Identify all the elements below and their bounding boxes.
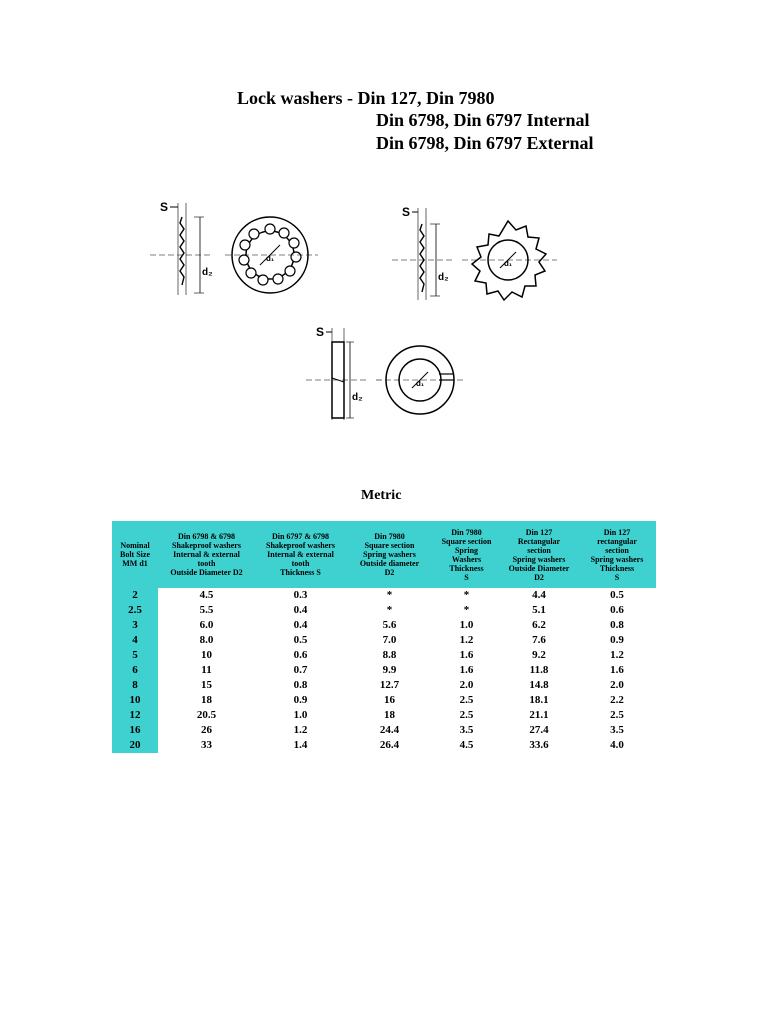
table-cell: 9.2 xyxy=(532,649,546,661)
column-header-line: Thickness xyxy=(599,563,635,573)
table-cell: 0.5 xyxy=(293,634,308,646)
column-header-line: Outside Diameter xyxy=(508,563,570,573)
table-cell: 2.2 xyxy=(610,694,624,706)
column-header-line: Washers xyxy=(451,554,482,564)
table-cell: 5.1 xyxy=(532,604,546,616)
column-header-line: Shakeproof washers xyxy=(266,541,335,550)
table-row xyxy=(112,738,656,753)
column-header-line: Shakeproof washers xyxy=(172,541,241,550)
column-header-line: D2 xyxy=(534,572,544,582)
table-cell: 2.0 xyxy=(610,679,624,691)
table-cell: 0.6 xyxy=(293,649,308,661)
table-cell: * xyxy=(463,589,470,601)
table-row xyxy=(112,723,656,738)
column-header-line: Thickness S xyxy=(280,568,321,577)
table-cell: 0.9 xyxy=(610,634,624,646)
table-cell: 10 xyxy=(201,649,212,661)
column-header xyxy=(578,521,656,588)
column-header-line: tooth xyxy=(197,559,216,568)
metric-label: Metric xyxy=(361,488,402,503)
table-cell: 21.1 xyxy=(529,709,549,721)
column-header xyxy=(500,521,578,588)
label-d2: d₂ xyxy=(202,267,213,278)
table-cell: 0.4 xyxy=(293,604,308,616)
table-cell: * xyxy=(386,589,393,601)
table-cell: 1.4 xyxy=(293,739,308,751)
table-row xyxy=(112,618,656,633)
table-cell: 4.0 xyxy=(610,739,624,751)
bolt-size-cell: 8 xyxy=(112,678,158,693)
label-s: S xyxy=(316,325,325,339)
table-cell: 2.5 xyxy=(459,709,474,721)
table-cell: 2.5 xyxy=(459,694,474,706)
table-cell: 1.2 xyxy=(293,724,308,736)
table-cell: 0.8 xyxy=(610,619,624,631)
column-header-line: Spring washers xyxy=(590,554,644,564)
washer-spec-table xyxy=(112,521,656,753)
table-cell: 20.5 xyxy=(196,709,217,721)
column-header-line: D2 xyxy=(384,568,395,577)
table-cell: 4.4 xyxy=(532,589,546,601)
table-cell: 12.7 xyxy=(379,679,400,691)
label-d2: d₂ xyxy=(438,272,449,283)
table-cell: 33 xyxy=(201,739,212,751)
column-header-line: Outside Diameter D2 xyxy=(170,568,243,577)
table-cell: 33.6 xyxy=(529,739,549,751)
table-row xyxy=(112,633,656,648)
column-header-line: Internal & external xyxy=(173,550,240,559)
column-header-line: section xyxy=(527,545,551,555)
table-cell: 0.7 xyxy=(293,664,308,676)
table-cell: 18 xyxy=(384,709,395,721)
column-header-line: Din 6798 & 6798 xyxy=(177,532,236,541)
table-cell: 14.8 xyxy=(529,679,549,691)
internal-tooth-washer-diagram xyxy=(150,195,350,305)
bolt-size-cell: 2.5 xyxy=(112,603,158,618)
table-cell: 2.0 xyxy=(459,679,474,691)
column-header xyxy=(158,521,255,588)
column-header-line: Din 6797 & 6798 xyxy=(271,532,330,541)
bolt-size-cell: 12 xyxy=(112,708,158,723)
table-cell: 0.6 xyxy=(610,604,624,616)
bolt-size-cell: 4 xyxy=(112,633,158,648)
table-row xyxy=(112,693,656,708)
table-cell: 0.9 xyxy=(293,694,308,706)
table-cell: 4.5 xyxy=(459,739,474,751)
column-header-line: Internal & external xyxy=(267,550,334,559)
table-header-row xyxy=(112,521,656,588)
table-cell: 0.5 xyxy=(610,589,624,601)
column-header-line: section xyxy=(605,545,629,555)
table-cell: 7.0 xyxy=(382,634,397,646)
column-header xyxy=(433,521,500,588)
table-cell: 1.6 xyxy=(610,664,624,676)
table-cell: 0.4 xyxy=(293,619,308,631)
table-cell: 0.8 xyxy=(293,679,308,691)
bolt-size-cell: 20 xyxy=(112,738,158,753)
spring-washer-diagram xyxy=(306,320,476,430)
bolt-size-cell: 6 xyxy=(112,663,158,678)
table-cell: 26 xyxy=(201,724,212,736)
column-header xyxy=(255,521,346,588)
column-header xyxy=(112,521,158,588)
bolt-size-cell: 3 xyxy=(112,618,158,633)
table-cell: 11.8 xyxy=(529,664,549,676)
column-header-line: MM d1 xyxy=(122,559,148,568)
column-header-line: Din 127 xyxy=(525,527,553,537)
table-cell: 18 xyxy=(201,694,212,706)
column-header-line: Rectangular xyxy=(517,536,561,546)
column-header-line: Din 7980 xyxy=(374,532,405,541)
table-cell: 2.5 xyxy=(610,709,624,721)
label-d2: d₂ xyxy=(352,392,363,403)
column-header-line: Nominal xyxy=(120,541,150,550)
table-cell: 15 xyxy=(201,679,212,691)
title-line-1: Lock washers - Din 127, Din 7980 xyxy=(237,88,495,108)
bolt-size-cell: 2 xyxy=(112,588,158,603)
table-cell: 8.0 xyxy=(199,634,214,646)
table-cell: 1.0 xyxy=(459,619,474,631)
label-s: S xyxy=(160,200,169,214)
column-header-line: rectangular xyxy=(597,536,637,546)
bolt-size-cell: 10 xyxy=(112,693,158,708)
column-header-line: Thickness xyxy=(449,563,484,573)
table-cell: 11 xyxy=(201,664,212,676)
table-cell: 1.6 xyxy=(459,664,474,676)
table-row xyxy=(112,588,656,603)
table-cell: 4.5 xyxy=(199,589,214,601)
column-header-line: Spring xyxy=(454,545,479,555)
column-header-line: S xyxy=(464,572,469,582)
external-tooth-washer-diagram xyxy=(392,200,572,310)
table-row xyxy=(112,648,656,663)
column-header-line: tooth xyxy=(291,559,310,568)
table-cell: 7.6 xyxy=(532,634,546,646)
table-cell: 1.2 xyxy=(459,634,474,646)
label-d1: d₁ xyxy=(266,254,275,263)
table-cell: 6.0 xyxy=(199,619,214,631)
table-cell: 1.2 xyxy=(610,649,624,661)
table-row xyxy=(112,708,656,723)
table-cell: 1.0 xyxy=(293,709,308,721)
table-cell: 27.4 xyxy=(529,724,549,736)
title-line-3: Din 6798, Din 6797 External xyxy=(376,133,594,153)
table-cell: 3.5 xyxy=(610,724,624,736)
table-cell: 18.1 xyxy=(529,694,549,706)
table-cell: 3.5 xyxy=(459,724,474,736)
label-s: S xyxy=(402,205,411,219)
column-header-line: Spring washers xyxy=(512,554,566,564)
table-cell: 1.6 xyxy=(459,649,474,661)
table-body xyxy=(112,588,656,753)
column-header-line: Bolt Size xyxy=(120,550,150,559)
bolt-size-cell: 16 xyxy=(112,723,158,738)
table-cell: 9.9 xyxy=(382,664,397,676)
bolt-size-cell: 5 xyxy=(112,648,158,663)
column-header-line: Outside diameter xyxy=(359,559,420,568)
table-cell: 5.5 xyxy=(199,604,214,616)
column-header-line: Square section xyxy=(441,536,492,546)
table-cell: 5.6 xyxy=(382,619,397,631)
title-line-2: Din 6798, Din 6797 Internal xyxy=(376,110,590,130)
table-row xyxy=(112,678,656,693)
table-cell: * xyxy=(463,604,470,616)
table-cell: 26.4 xyxy=(379,739,400,751)
table-cell: 0.3 xyxy=(293,589,308,601)
table-cell: 6.2 xyxy=(532,619,546,631)
table-row xyxy=(112,603,656,618)
column-header-line: Spring washers xyxy=(363,550,416,559)
column-header xyxy=(346,521,433,588)
label-d1: d₁ xyxy=(416,379,425,388)
table-cell: 16 xyxy=(384,694,395,706)
column-header-line: Din 127 xyxy=(603,527,631,537)
table-cell: 8.8 xyxy=(382,649,397,661)
table-cell: 24.4 xyxy=(379,724,400,736)
column-header-line: S xyxy=(614,572,620,582)
table-row xyxy=(112,663,656,678)
label-d1: d₁ xyxy=(504,259,513,268)
column-header-line: Din 7980 xyxy=(451,527,482,537)
table-cell: * xyxy=(386,604,393,616)
column-header-line: Square section xyxy=(364,541,415,550)
